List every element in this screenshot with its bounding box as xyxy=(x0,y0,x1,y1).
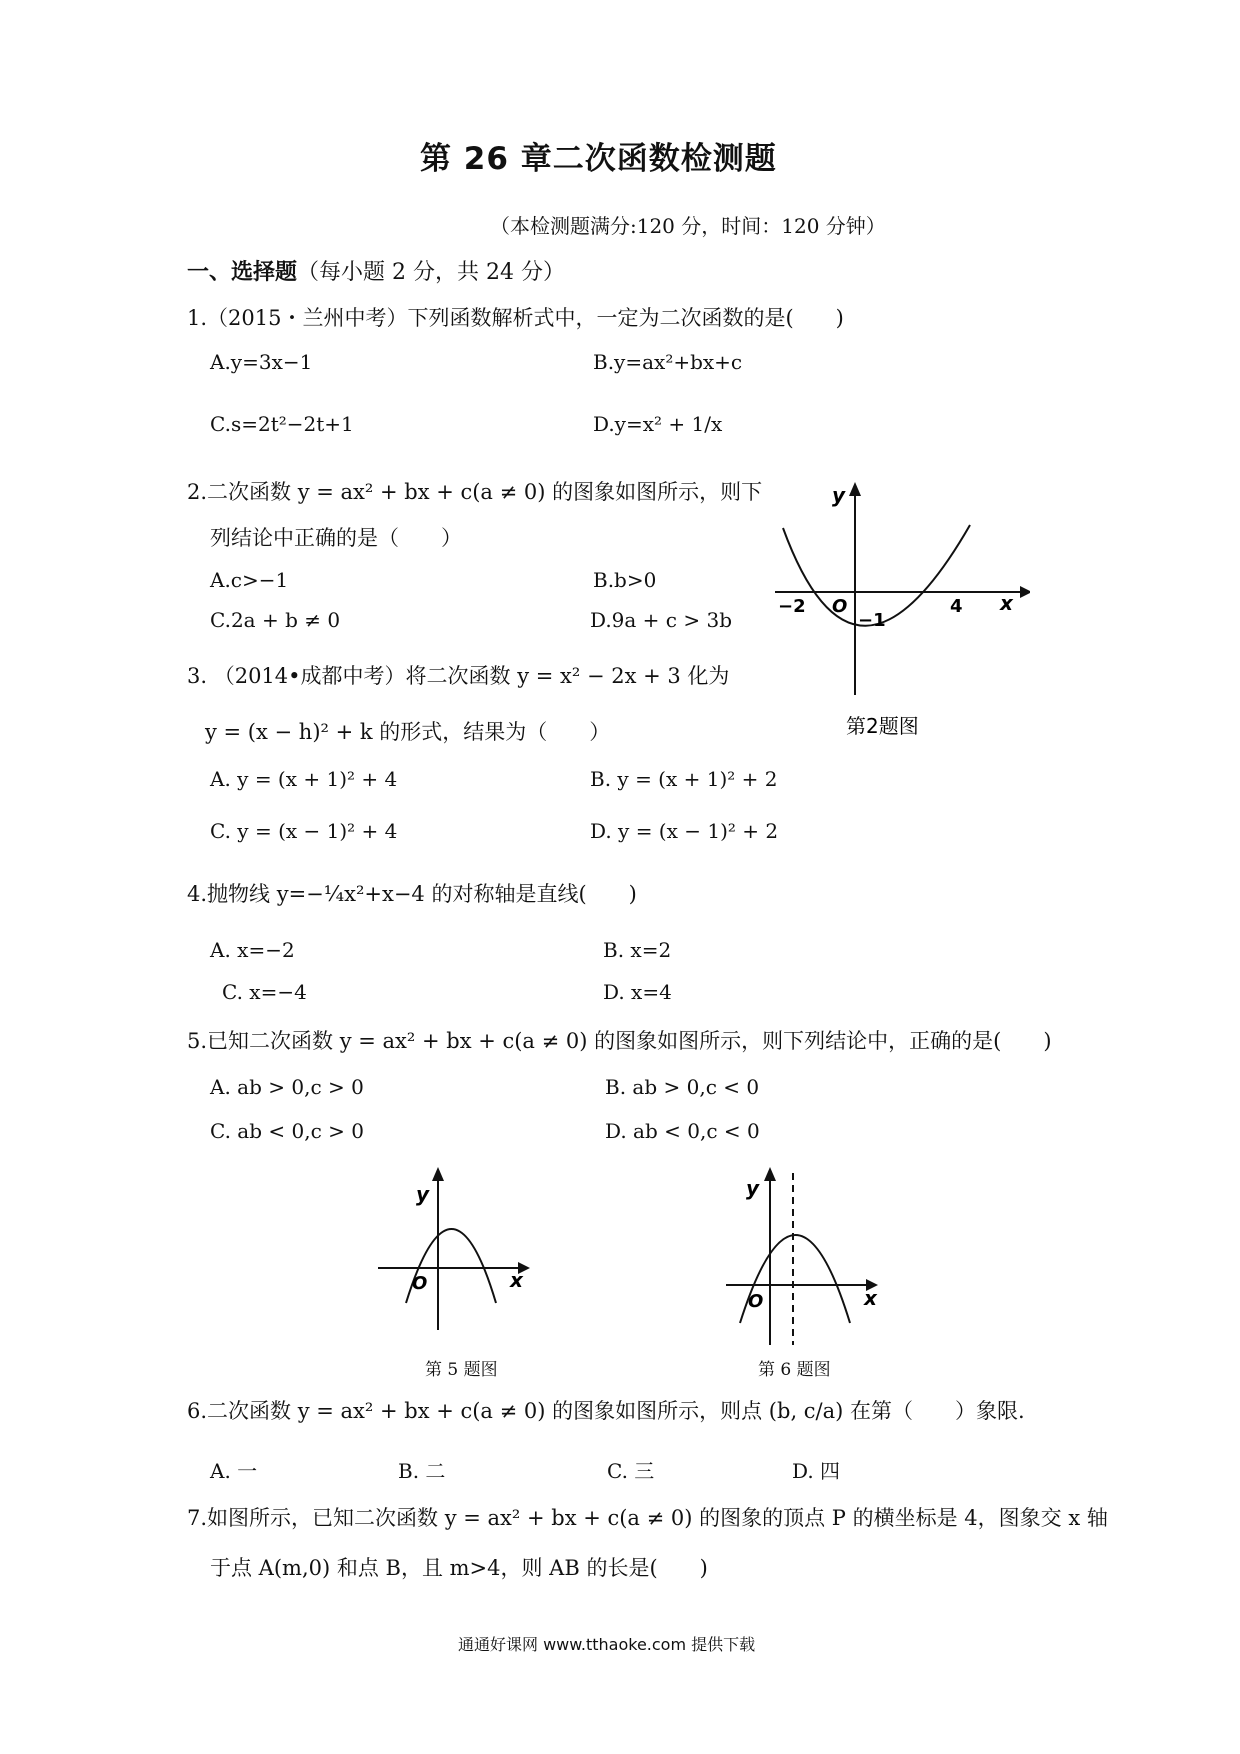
figure-q2-parabola xyxy=(770,480,1030,750)
question-3-stem-line2: y = (x − h)² + k 的形式，结果为（ ） xyxy=(205,720,611,744)
section-label: 一、选择题 xyxy=(187,260,298,285)
fig2-tick-left: −2 xyxy=(778,596,806,617)
page-title: 第 26 章二次函数检测题 xyxy=(420,141,777,177)
section-note: （每小题 2 分，共 24 分） xyxy=(297,260,565,285)
q6-option-d: D. 四 xyxy=(792,1459,841,1483)
q5-option-a: A. ab > 0,c > 0 xyxy=(210,1075,364,1099)
question-7-stem: 7.如图所示，已知二次函数 y = ax² + bx + c(a ≠ 0) 的图象的顶点 P 的横坐标是 4，图象交 x 轴 xyxy=(187,1506,1108,1530)
q4-option-a: A. x=−2 xyxy=(210,938,295,962)
q4-option-b: B. x=2 xyxy=(603,938,672,962)
figure-q5-parabola xyxy=(370,1165,550,1375)
question-5-stem: 5.已知二次函数 y = ax² + bx + c(a ≠ 0) 的图象如图所示，则下列结论中，正确的是( ) xyxy=(187,1029,1052,1053)
q4-option-c: C. x=−4 xyxy=(222,980,307,1004)
q5-option-b: B. ab > 0,c < 0 xyxy=(605,1075,760,1099)
fig2-x-arrow xyxy=(1020,586,1030,598)
q2-option-d: D.9a + c > 3b xyxy=(590,608,733,632)
q4-option-d: D. x=4 xyxy=(603,980,672,1004)
q1-option-c: C.s=2t²−2t+1 xyxy=(210,412,354,436)
fig5-y-arrow xyxy=(432,1167,444,1181)
fig6-origin-label: O xyxy=(748,1291,764,1312)
fig2-y-label: y xyxy=(832,483,846,507)
q2-option-a: A.c>−1 xyxy=(210,568,289,592)
fig2-tick-right: 4 xyxy=(950,596,963,617)
fig5-x-label: x xyxy=(510,1268,523,1292)
question-6-stem: 6.二次函数 y = ax² + bx + c(a ≠ 0) 的图象如图所示，则点 (b, c/a) 在第（ ）象限. xyxy=(187,1399,1025,1423)
q6-option-c: C. 三 xyxy=(607,1459,655,1483)
fig2-x-label: x xyxy=(1000,591,1013,615)
fig6-y-label: y xyxy=(746,1176,760,1200)
q1-option-b: B.y=ax²+bx+c xyxy=(593,350,743,374)
fig2-caption: 第2题图 xyxy=(846,714,919,738)
fig2-origin-label: O xyxy=(832,596,848,617)
q6-option-b: B. 二 xyxy=(398,1459,446,1483)
q2-option-b: B.b>0 xyxy=(593,568,657,592)
q5-option-d: D. ab < 0,c < 0 xyxy=(605,1119,760,1143)
page-subtitle: （本检测题满分:120 分，时间：120 分钟） xyxy=(490,214,886,238)
figure-q6-parabola xyxy=(718,1165,898,1375)
q1-option-a: A.y=3x−1 xyxy=(210,350,313,374)
page-footer: 通通好课网 www.tthaoke.com 提供下载 xyxy=(458,1635,756,1654)
question-1-stem: 1.（2015・兰州中考）下列函数解析式中，一定为二次函数的是( ) xyxy=(187,306,844,330)
question-7-stem-line2: 于点 A(m,0) 和点 B，且 m>4，则 AB 的长是( ) xyxy=(210,1556,708,1580)
fig2-tick-y: −1 xyxy=(858,610,886,631)
q6-option-a: A. 一 xyxy=(210,1459,258,1483)
q3-option-a: A. y = (x + 1)² + 4 xyxy=(210,767,398,791)
question-2-stem-line2: 列结论中正确的是（ ） xyxy=(210,526,462,550)
q3-option-d: D. y = (x − 1)² + 2 xyxy=(590,819,779,843)
question-3-stem: 3. （2014•成都中考）将二次函数 y = x² − 2x + 3 化为 xyxy=(187,664,730,688)
q1-option-d: D.y=x² + 1/x xyxy=(593,412,723,436)
figure-q5-caption: 第 5 题图 xyxy=(425,1360,498,1380)
question-4-stem: 4.抛物线 y=−¼x²+x−4 的对称轴是直线( ) xyxy=(187,882,637,906)
fig5-y-label: y xyxy=(416,1182,430,1206)
q3-option-b: B. y = (x + 1)² + 2 xyxy=(590,767,778,791)
fig2-y-arrow xyxy=(849,482,861,496)
q3-option-c: C. y = (x − 1)² + 4 xyxy=(210,819,398,843)
fig6-x-label: x xyxy=(864,1286,877,1310)
q2-option-c: C.2a + b ≠ 0 xyxy=(210,608,341,632)
section-heading xyxy=(187,255,565,286)
figure-q6-caption: 第 6 题图 xyxy=(758,1360,831,1380)
fig6-y-arrow xyxy=(764,1167,776,1181)
q5-option-c: C. ab < 0,c > 0 xyxy=(210,1119,364,1143)
fig5-origin-label: O xyxy=(412,1273,428,1294)
question-2-stem: 2.二次函数 y = ax² + bx + c(a ≠ 0) 的图象如图所示，则下 xyxy=(187,480,763,504)
